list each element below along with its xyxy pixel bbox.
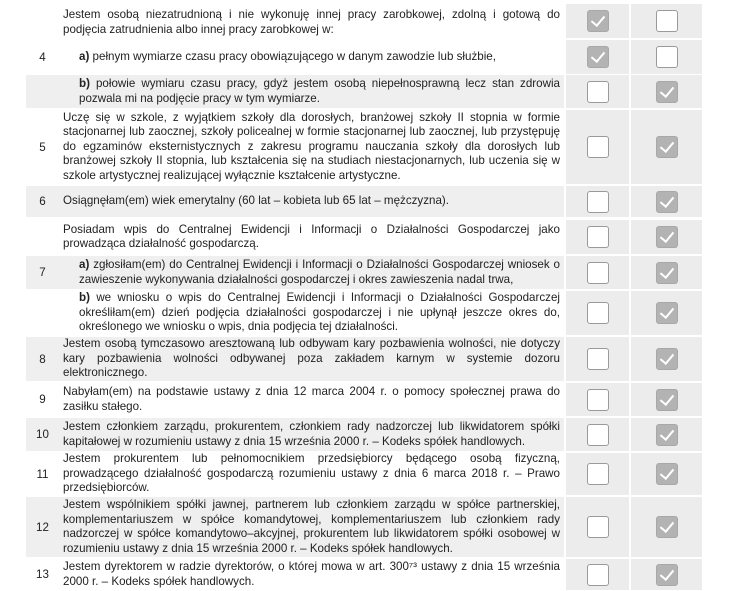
row-number <box>26 220 59 254</box>
row-7-intro <box>0 220 729 254</box>
checkbox-yes[interactable] <box>587 424 609 446</box>
checkbox-no[interactable] <box>656 516 678 538</box>
checkbox-no[interactable] <box>656 348 678 370</box>
row-7b <box>0 291 729 335</box>
row-number: 8 <box>26 337 59 381</box>
row-9 <box>0 383 729 416</box>
row-text: b) połowie wymiaru czasu pracy, gdyż jestem osobą niepełnosprawną lecz stan zdrowia pozwala mi na podjęcie pracy w tym wymiarze. <box>59 75 564 108</box>
row-number <box>26 75 59 108</box>
checkbox-yes[interactable] <box>587 564 609 586</box>
checkbox-no[interactable] <box>656 191 678 213</box>
row-text: a) pełnym wymiarze czasu pracy obowiązującego w danym zawodzie lub służbie, <box>79 49 496 63</box>
row-text: Jestem dyrektorem w radzie dyrektorów, o której mowa w art. 300⁷³ ustawy z dnia 15 września 2000 r. – Kodeks spółek handlowych. <box>63 560 560 588</box>
checkbox-no[interactable] <box>656 564 678 586</box>
checkbox-no[interactable] <box>656 262 678 284</box>
row-text: Osiągnęłam(em) wiek emerytalny (60 lat – kobieta lub 65 lat – mężczyzna). <box>59 186 564 217</box>
row-number <box>26 291 59 335</box>
checkbox-yes[interactable] <box>587 226 609 248</box>
row-number: 9 <box>39 393 46 406</box>
checkbox-no[interactable] <box>656 302 678 324</box>
row-13 <box>0 559 729 590</box>
checkbox-yes[interactable] <box>587 302 609 324</box>
row-text: Jestem osobą tymczasowo aresztowaną lub odbywam kary pozbawienia wolności, nie dotyczy kary pozbawienia wolności odbywanej poza zakładem karnym w systemie dozoru elektronicznego. <box>59 337 564 381</box>
row-text: Jestem osobą niezatrudnioną i nie wykonuję innej pracy zarobkowej, zdolną i gotową do podjęcia zatrudnienia albo innej pracy zarobkowej w: <box>63 8 560 36</box>
row-number <box>26 4 59 38</box>
row-text: Jestem wspólnikiem spółki jawnej, partnerem lub członkiem zarządu w spółce partnerskiej, komplementariuszem w spółce komandytowej, komplementariuszem lub członkiem rady nadzorczej w spółce komandytowo–akcyjnej, prokurentem lub likwidatorem spółki osobowej w rozumieniu ustawy z dnia 15 września 2000 r. – Kodeks spółek handlowych. <box>59 497 564 557</box>
row-text: Uczę się w szkole, z wyjątkiem szkoły dla dorosłych, branżowej szkoły II stopnia w formie stacjonarnej lub zaocznej, szkoły policealnej w formie stacjonarnej lub zaocznej, lub przystępuję do egzaminów eksternistycznych z zakresu programu nauczania szkoły dla dorosłych lub branżowej szkoły II stopnia, lub kształcenia się na studiach niestacjonarnych, lub uczenia się w szkole artystycznej realizującej wyłącznie kształcenie artystyczne. <box>63 110 560 182</box>
row-4a <box>0 40 729 74</box>
checkbox-yes[interactable] <box>587 136 609 158</box>
checkbox-no[interactable] <box>656 226 678 248</box>
row-number: 4 <box>39 50 46 64</box>
row-text: a) zgłosiłam(em) do Centralnej Ewidencji i Informacji o Działalności Gospodarczej wniosek o zawieszenie wykonywania działalności gospodarczej i okres zawieszenia nadal trwa, <box>59 256 564 289</box>
row-number: 7 <box>26 256 59 289</box>
checkbox-yes[interactable] <box>587 191 609 213</box>
row-number: 10 <box>26 418 59 451</box>
row-5 <box>0 110 729 184</box>
checkbox-no[interactable] <box>656 136 678 158</box>
row-number: 13 <box>36 568 49 581</box>
row-7a <box>0 256 729 289</box>
checkbox-no[interactable] <box>656 46 678 68</box>
row-8 <box>0 337 729 381</box>
row-number: 6 <box>26 186 59 217</box>
checkbox-yes[interactable] <box>587 81 609 103</box>
row-text: Posiadam wpis do Centralnej Ewidencji i Informacji o Działalności Gospodarczej jako prowadząca działalność gospodarczą. <box>63 222 560 250</box>
checkbox-yes[interactable] <box>587 348 609 370</box>
checkbox-yes[interactable] <box>587 46 609 68</box>
row-4b <box>0 75 729 108</box>
row-text: b) we wniosku o wpis do Centralnej Ewidencji i Informacji o Działalności Gospodarczej określiłam(em) dzień podjęcia działalności gospodarczej i nie upłynął jeszcze okres do, określonego we wniosku o wpis, dnia podjęcia tej działalności. <box>79 291 560 334</box>
row-10 <box>0 418 729 451</box>
checkbox-yes[interactable] <box>587 516 609 538</box>
checkbox-no[interactable] <box>656 10 678 32</box>
row-text: Nabyłam(em) na podstawie ustawy z dnia 12 marca 2004 r. o pomocy społecznej prawa do zasiłku stałego. <box>63 385 560 413</box>
checkbox-yes[interactable] <box>587 389 609 411</box>
checkbox-yes[interactable] <box>587 262 609 284</box>
row-12 <box>0 497 729 557</box>
checkbox-no[interactable] <box>656 424 678 446</box>
row-number: 5 <box>39 140 46 154</box>
row-text: Jestem członkiem zarządu, prokurentem, członkiem rady nadzorczej lub likwidatorem spółki kapitałowej w rozumieniu ustawy z dnia 15 września 2000 r. – Kodeks spółek handlowych. <box>59 418 564 451</box>
row-4-intro <box>0 4 729 38</box>
row-11 <box>0 453 729 495</box>
row-6 <box>0 186 729 217</box>
checkbox-no[interactable] <box>656 81 678 103</box>
checkbox-no[interactable] <box>656 463 678 485</box>
row-number: 12 <box>26 497 59 557</box>
checkbox-no[interactable] <box>656 389 678 411</box>
row-text: Jestem prokurentem lub pełnomocnikiem przedsiębiorcy będącego osobą fizyczną, prowadzącego działalność gospodarczą rozumieniu ustawy z dnia 6 marca 2018 r. – Prawo przedsiębiorców. <box>63 452 560 495</box>
row-number: 11 <box>36 467 49 481</box>
checkbox-yes[interactable] <box>587 10 609 32</box>
checkbox-yes[interactable] <box>587 463 609 485</box>
